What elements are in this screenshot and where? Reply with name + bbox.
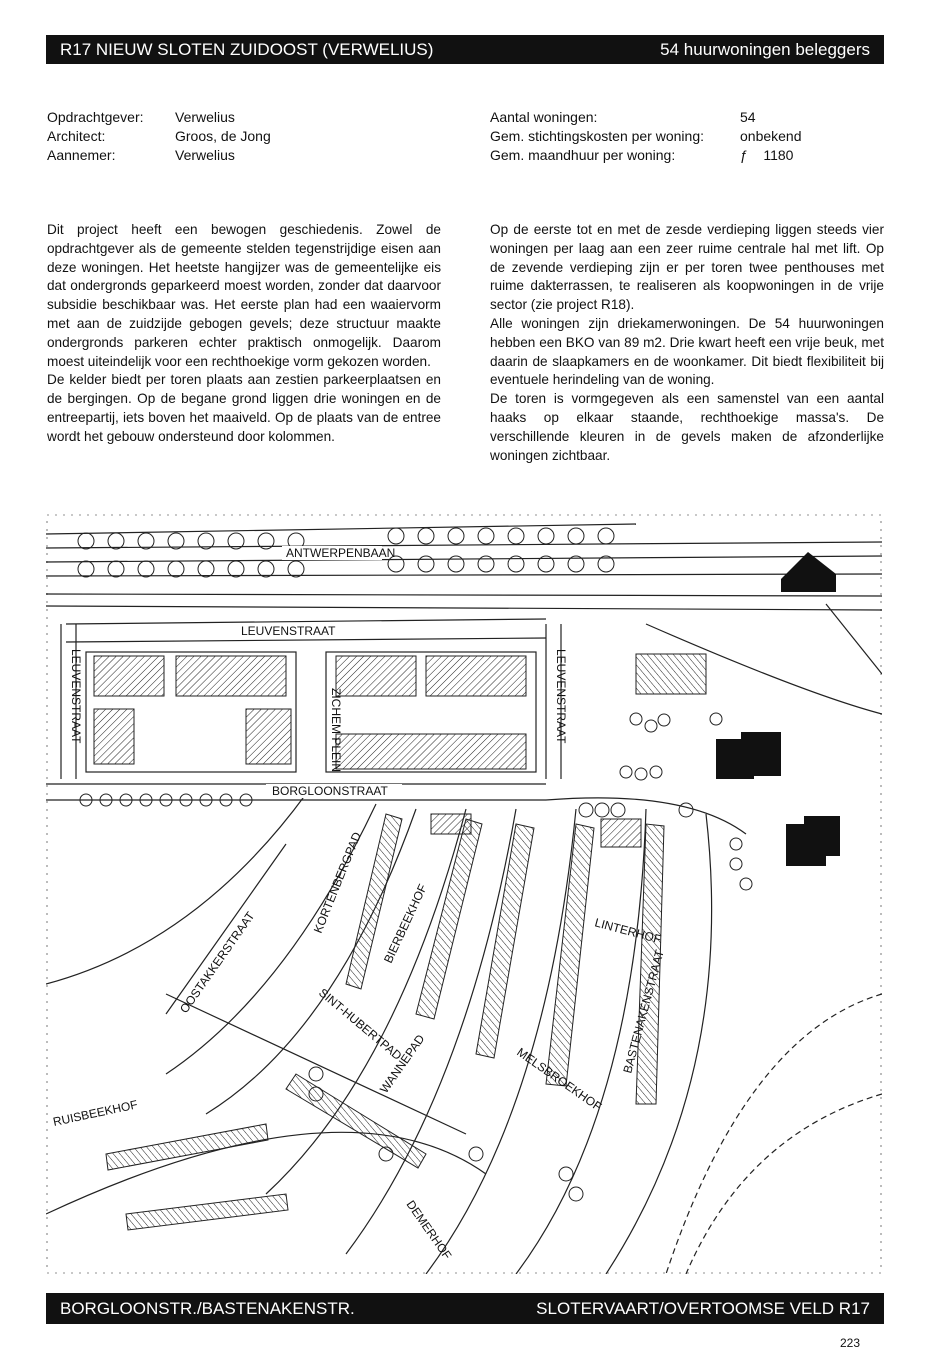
- label-borgloonstraat: BORGLOONSTRAAT: [272, 784, 388, 798]
- figure-label: Gem. stichtingskosten per woning:: [490, 128, 704, 144]
- label-ruisbeekhof: RUISBEEKHOF: [51, 1097, 139, 1129]
- label-demerhof: DEMERHOF: [403, 1197, 455, 1262]
- site-plan-map: [46, 514, 882, 1274]
- label-sint-hubertpad: SINT-HUBERTPAD: [316, 985, 405, 1063]
- figure-row: [490, 108, 802, 127]
- label-leuvenstraat-left: LEUVENSTRAAT: [69, 649, 83, 744]
- credit-row: [47, 108, 271, 127]
- label-zichem-plein: ZICHEM PLEIN: [329, 688, 343, 773]
- label-antwerpenbaan: ANTWERPENBAAN: [286, 546, 396, 560]
- figure-value: onbekend: [740, 128, 802, 144]
- figure-row: [490, 127, 802, 146]
- footer-bar: [46, 1293, 884, 1324]
- figure-row: [490, 146, 802, 165]
- header-bar: [46, 35, 884, 64]
- paragraph: Op de eerste tot en met de zesde verdieping liggen steeds vier woningen per laag aan een zeer ruime centrale hal met lift. Op de zevende verdieping zijn er per toren twee penthouses met ruime dakterrassen, te realiseren als koopwoningen in de vrije sector (zie project R18).: [490, 222, 884, 313]
- credit-value: Groos, de Jong: [175, 128, 271, 144]
- credit-label: Architect:: [47, 128, 106, 144]
- project-credits: [47, 108, 271, 165]
- label-linterhof: LINTERHOF: [593, 915, 663, 947]
- label-melsbroekhof: MELSBROEKHOF: [514, 1044, 605, 1114]
- label-wannepad: WANNEPAD: [376, 1031, 428, 1096]
- project-title: R17 NIEUW SLOTEN ZUIDOOST (VERWELIUS): [60, 39, 434, 59]
- body-column-right: [490, 221, 884, 465]
- paragraph: Dit project heeft een bewogen geschiedenis. Zowel de opdrachtgever als de gemeente stelden tegenstrijdige eisen aan deze woningen. Het heetste hangijzer was de gemeentelijke eis dat ondergronds geparkeerd moest worden, zonder dat daarvoor subsidie beschikbaar was. Het eerste plan had een waaiervorm met aan de zuidzijde gebogen gevels; deze structuur maakte ondergronds parkeren echter praktisch onmogelijk. Daarom moest uiteindelijk voor een rechthoekige vorm gekozen worden.: [47, 222, 441, 369]
- paragraph: De toren is vormgegeven als een samenstel van een aantal haaks op elkaar staande, rechthoekige massa's. De verschillende kleuren in de gevels maken de afzonderlijke woningen zichtbaar.: [490, 391, 884, 463]
- credit-value: Verwelius: [175, 109, 235, 125]
- label-bastenakenstraat: BASTENAKENSTRAAT: [620, 948, 667, 1075]
- label-oostakkerstraat: OOSTAKKERSTRAAT: [176, 909, 258, 1016]
- project-subtitle: 54 huurwoningen beleggers: [660, 39, 870, 59]
- figure-value: ƒ 1180: [740, 147, 794, 163]
- paragraph: Alle woningen zijn driekamerwoningen. De 54 huurwoningen hebben een BKO van 89 m2. Drie kwart heeft een vrije beuk, met daarin de slaapkamers en de woonkamer. Dit biedt flexibiliteit bij eventuele herindeling van de woning.: [490, 315, 884, 388]
- credit-label: Aannemer:: [47, 147, 116, 163]
- figure-label: Gem. maandhuur per woning:: [490, 147, 676, 163]
- credit-label: Opdrachtgever:: [47, 109, 144, 125]
- body-column-left: [47, 221, 441, 447]
- label-leuvenstraat-right: LEUVENSTRAAT: [554, 649, 568, 744]
- page-number: 223: [840, 1336, 861, 1350]
- tower-buildings: [716, 552, 840, 866]
- credit-value: Verwelius: [175, 147, 235, 163]
- label-leuvenstraat-top: LEUVENSTRAAT: [241, 624, 336, 638]
- label-kortenbergpad: KORTENBERGPAD: [310, 830, 365, 936]
- project-figures: [490, 108, 802, 165]
- footer-location: BORGLOONSTR./BASTENAKENSTR.: [60, 1298, 355, 1318]
- figure-value: 54: [740, 109, 756, 125]
- figure-label: Aantal woningen:: [490, 109, 598, 125]
- label-bierbeekhof: BIERBEEKHOF: [381, 881, 430, 966]
- credit-row: [47, 127, 271, 146]
- credit-row: [47, 146, 271, 165]
- paragraph: De kelder biedt per toren plaats aan zestien parkeerplaatsen en de bergingen. Op de begane grond liggen drie woningen en de entreepartij, iets boven het maaiveld. Op de plaats van de entree wordt het gebouw ondersteund door kolommen.: [47, 372, 441, 444]
- footer-district: SLOTERVAART/OVERTOOMSE VELD R17: [536, 1298, 870, 1318]
